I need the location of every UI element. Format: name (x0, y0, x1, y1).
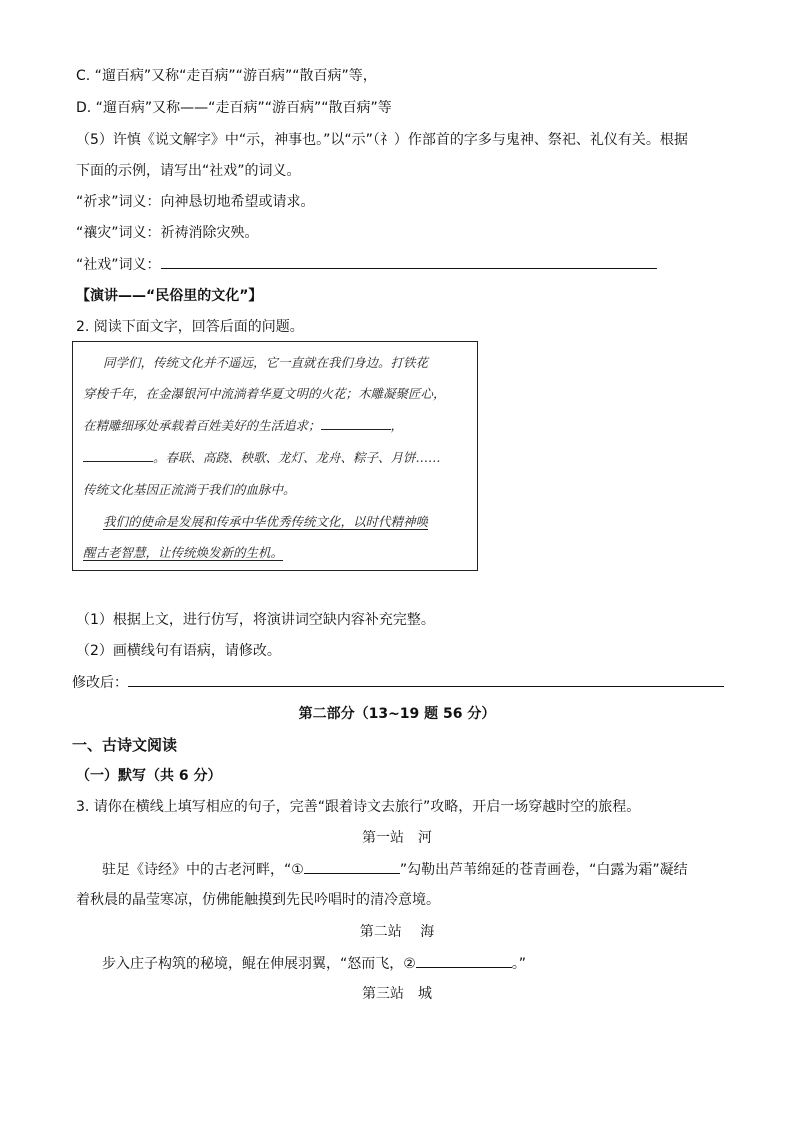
passage-blank-2[interactable] (83, 449, 153, 462)
passage-underlined-line-6: 我们的使命是发展和传承中华优秀传统文化，以时代精神唤 (103, 514, 429, 529)
stop-2-text-pre: 步入庄子构筑的秘境，鲲在伸展羽翼，“怒而飞，② (102, 956, 416, 972)
stop-2-text-post: 。” (511, 956, 527, 972)
passage-line-3-comma: ， (390, 418, 404, 433)
sub-question-2: （2）画横线句有语病，请修改。 (76, 643, 281, 659)
q3-prompt: 3. 请你在横线上填写相应的句子，完善“跟着诗文去旅行”攻略，开启一场穿越时空的旅程。 (76, 799, 641, 815)
passage-underlined-line-7: 醒古老智慧，让传统焕发新的生机。 (83, 545, 284, 560)
passage-line-4 (83, 449, 441, 467)
revise-label: 修改后： (72, 675, 128, 691)
blank-2[interactable] (416, 953, 512, 968)
passage-line-1: 同学们，传统文化并不遥远，它一直就在我们身边。打铁花 (103, 355, 429, 370)
passage-blank-1[interactable] (321, 417, 391, 430)
option-c: C. “遛百病”又称“走百病”“游百病”“散百病”等， (76, 68, 377, 84)
q5-answer-blank[interactable] (161, 254, 657, 269)
revise-answer-line (72, 672, 724, 693)
passage-line-2: 穿梭千年，在金瀑银河中流淌着华夏文明的火花；木雕凝聚匠心， (83, 386, 446, 401)
stop-1-text-post: ”勾勒出芦苇绵延的苍青画卷，“白露为霜”凝结 (399, 862, 688, 878)
q5-example-qiqiu: “祈求”词义：向神恳切地希望或请求。 (76, 194, 315, 210)
stop-2-text (102, 953, 526, 974)
q5-prompt-line1: （5）许慎《说文解字》中“示，神事也。”以“示”（礻）作部首的字多与鬼神、祭祀、礼仪有关。根据 (76, 132, 688, 148)
passage-line-3 (83, 417, 403, 435)
stop-2-heading: 第二站 海 (359, 924, 435, 940)
stop-1-heading: 第一站 河 (362, 830, 432, 846)
passage-line-4-text: 。春联、高跷、秧歌、龙灯、龙舟、粽子、月饼…… (153, 450, 441, 465)
stop-1-text-line2: 着秋晨的晶莹寒凉，仿佛能触摸到先民吟唱时的清冷意境。 (76, 892, 440, 908)
sub-question-1: （1）根据上文，进行仿写，将演讲词空缺内容补充完整。 (76, 612, 435, 628)
option-d: D. “遛百病”又称——“走百病”“游百病”“散百病”等 (76, 100, 392, 116)
revise-answer-blank[interactable] (128, 672, 724, 687)
speech-passage-box (72, 341, 478, 571)
q2-prompt: 2. 阅读下面文字，回答后面的问题。 (76, 319, 304, 335)
section-heading-poetry: 一、古诗文阅读 (72, 736, 178, 754)
passage-line-5: 传统文化基因正流淌于我们的血脉中。 (83, 482, 296, 497)
stop-3-heading: 第三站 城 (362, 986, 432, 1002)
stop-1-text-line1 (102, 859, 688, 880)
passage-line-3-text: 在精雕细琢处承载着百姓美好的生活追求； (83, 418, 321, 433)
q5-answer-line (76, 254, 657, 275)
subsection-dictation: （一）默写（共 6 分） (76, 768, 222, 784)
q5-example-rangzai: “禳灾”词义：祈祷消除灾殃。 (76, 225, 259, 241)
q5-answer-label: “社戏”词义： (76, 257, 161, 273)
blank-1[interactable] (304, 859, 400, 874)
part2-title: 第二部分（13~19 题 56 分） (298, 706, 496, 722)
speech-heading: 【演讲——“民俗里的文化”】 (76, 288, 263, 304)
q5-prompt-line2: 下面的示例，请写出“社戏”的词义。 (76, 163, 301, 179)
stop-1-text-pre: 驻足《诗经》中的古老河畔，“① (102, 862, 304, 878)
